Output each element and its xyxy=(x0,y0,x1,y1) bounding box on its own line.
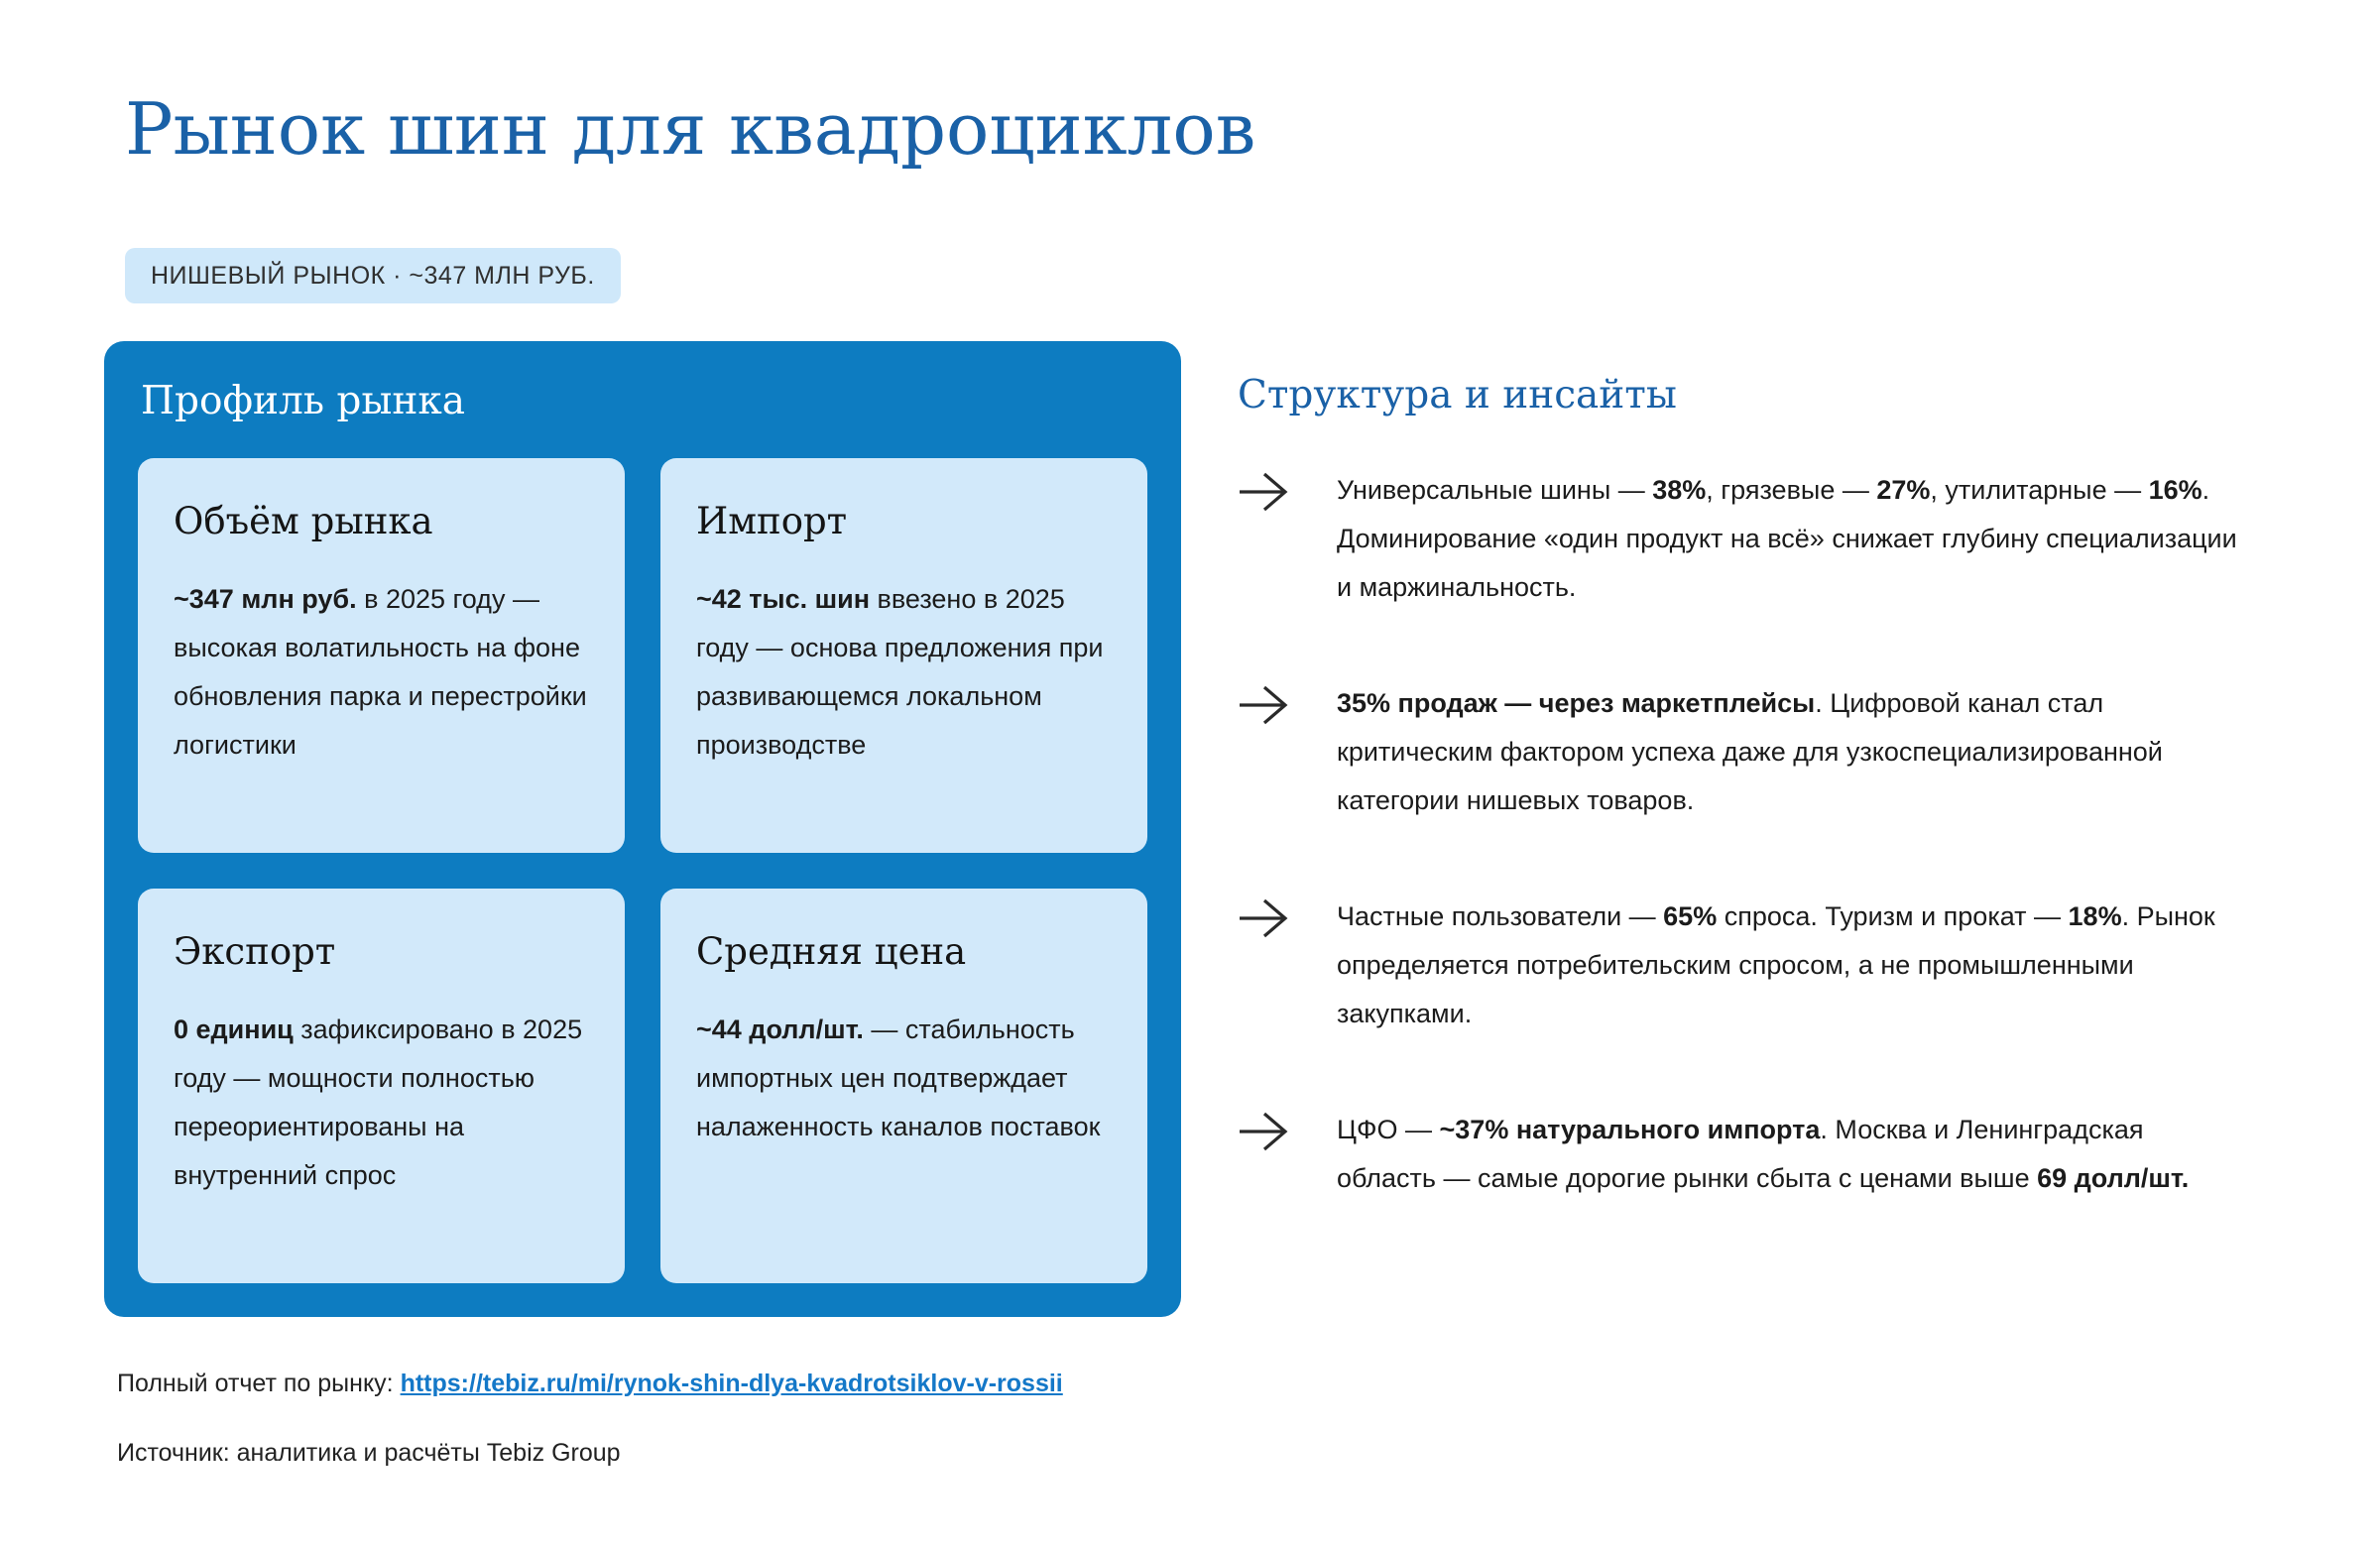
report-label: Полный отчет по рынку: xyxy=(117,1370,401,1397)
arrow-right-icon xyxy=(1238,896,1291,940)
report-link[interactable]: https://tebiz.ru/mi/rynok-shin-dlya-kvadrotsiklov-v-rossii xyxy=(400,1370,1063,1397)
card-import xyxy=(660,458,1147,853)
arrow-right-icon xyxy=(1238,470,1291,514)
card-market-volume xyxy=(138,458,625,853)
insight-text: Частные пользователи — 65% спроса. Туризм и прокат — 18%. Рынок определяется потребительским спросом, а не промышленными закупками. xyxy=(1337,901,2215,1028)
content-columns xyxy=(104,341,2380,1317)
arrow-right-icon xyxy=(1238,1110,1291,1153)
insight-item-marketplaces xyxy=(1238,679,2239,825)
market-profile-title: Профиль рынка xyxy=(141,379,466,423)
footer xyxy=(117,1369,2380,1468)
card-title: Экспорт xyxy=(174,930,336,973)
page-title: Рынок шин для квадроциклов xyxy=(125,87,1256,171)
report-line xyxy=(117,1369,2380,1398)
source-line: Источник: аналитика и расчёты Tebiz Group xyxy=(117,1439,621,1467)
card-title: Средняя цена xyxy=(696,930,967,973)
card-text: 0 единиц зафиксировано в 2025 году — мощности полностью переориентированы на внутренний спрос xyxy=(174,1014,583,1190)
insights-title: Структура и инсайты xyxy=(1238,373,1677,418)
card-text: ~44 долл/шт. — стабильность импортных цен подтверждает налаженность каналов поставок xyxy=(696,1014,1101,1141)
market-profile-panel xyxy=(104,341,1181,1317)
card-title: Объём рынка xyxy=(174,500,433,542)
card-average-price xyxy=(660,889,1147,1283)
card-export xyxy=(138,889,625,1283)
card-text: ~42 тыс. шин ввезено в 2025 году — основа предложения при развивающемся локальном производстве xyxy=(696,584,1104,760)
insight-text: 35% продаж — через маркетплейсы. Цифровой канал стал критическим фактором успеха даже для узкоспециализированной категории нишевых товаров. xyxy=(1337,688,2163,815)
insight-text: ЦФО — ~37% натурального импорта. Москва и Ленинградская область — самые дорогие рынки сбыта с ценами выше 69 долл/шт. xyxy=(1337,1115,2190,1193)
insight-text: Универсальные шины — 38%, грязевые — 27%, утилитарные — 16%. Доминирование «один продукт на всё» снижает глубину специализации и маржинальность. xyxy=(1337,475,2237,602)
card-text: ~347 млн руб. в 2025 году — высокая волатильность на фоне обновления парка и перестройки логистики xyxy=(174,584,587,760)
insight-item-cfo-import xyxy=(1238,1106,2239,1203)
profile-cards-grid xyxy=(138,458,1147,1283)
insights-section xyxy=(1238,341,2239,1203)
card-title: Импорт xyxy=(696,500,848,542)
insight-item-private-users xyxy=(1238,893,2239,1038)
market-badge: НИШЕВЫЙ РЫНОК · ~347 МЛН РУБ. xyxy=(125,248,621,303)
arrow-right-icon xyxy=(1238,683,1291,727)
insight-item-segments xyxy=(1238,466,2239,612)
